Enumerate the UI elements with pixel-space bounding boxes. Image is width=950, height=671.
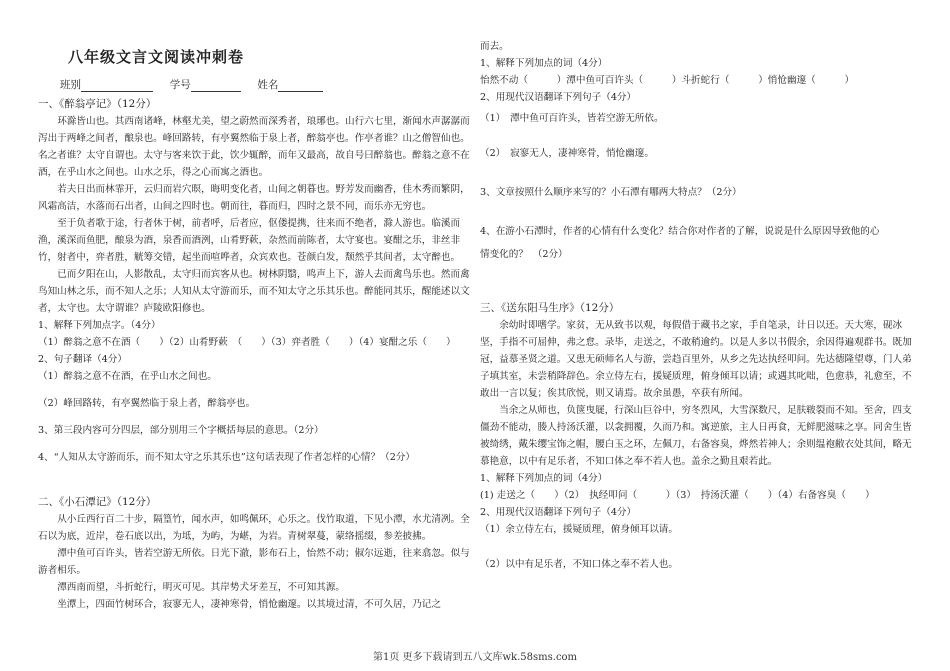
- s2-question-3: 3、文章按照什么顺序来写的？小石潭有哪两大特点？（2分）: [480, 187, 742, 198]
- name-label: 姓名: [257, 79, 279, 91]
- s2-question-1: 1、解释下列加点的词（4分）: [480, 58, 608, 69]
- s3-question-1: 1、解释下列加点的词（4分）: [480, 473, 608, 484]
- s1-paragraph-2: 若夫日出而林霏开，云归而岩穴暝，晦明变化者，山间之朝暮也。野芳发而幽香，佳木秀而繁阴，风霜高洁，水落而石出者，山间之四时也。朝而往，暮而归，四时之景不同，而乐亦无穷也。: [38, 184, 470, 212]
- s1-paragraph-4: 已而夕阳在山，人影散乱，太守归而宾客从也。树林阴翳，鸣声上下，游人去而禽鸟乐也。然而禽鸟知山林之乐，而不知人之乐；人知从太守游而乐，而不知太守之乐其乐也。醉能同其乐，醒能述以文者，太守也。太守谓谁？庐陵欧阳修也。: [38, 269, 470, 314]
- number-label: 学号: [169, 79, 191, 91]
- s1-question-2: 2、句子翻译（4分）: [38, 354, 127, 365]
- s2-question-4-b: 情变化的？ （2分）: [480, 249, 568, 260]
- s2-question-1-items: 怡然不动（ ）潭中鱼可百许头（ ）斗折蛇行（ ）悄怆幽邃（ ）: [480, 75, 855, 86]
- section-2-header: 二、《小石潭记》（12分）: [38, 496, 157, 508]
- s2-question-2: 2、用现代汉语翻译下列句子（4分）: [480, 92, 637, 103]
- s3-question-2: 2、用现代汉语翻译下列句子（4分）: [480, 507, 637, 518]
- s1-question-3: 3、第三段内容可分四层，部分别用三个字概括每层的意思。（2分）: [38, 425, 324, 436]
- s1-question-4: 4、“人知从太守游而乐，而不知太守之乐其乐也”这句话表现了作者怎样的心情？（2分）: [38, 452, 415, 463]
- section-1-header: 一、《醉翁亭记》（12分）: [38, 98, 157, 110]
- s2-paragraph-1: 从小丘西行百二十步，隔篁竹，闻水声，如鸣佩环，心乐之。伐竹取道，下见小潭，水尤清冽。全石以为底，近岸，卷石底以出，为坻，为屿，为嵁，为岩。青树翠蔓，蒙络摇缀，参差披拂。: [38, 514, 470, 542]
- section-2: [38, 494, 470, 613]
- s1-paragraph-3: 至于负者歌于途，行者休于树，前者呼，后者应，伛偻提携，往来而不绝者，滁人游也。临溪而渔，溪深而鱼肥，酿泉为酒，泉香而酒洌，山肴野蔌，杂然而前陈者，太守宴也。宴酣之乐，非丝非竹，射者中，弈者胜，觥筹交错，起坐而喧哗者，众宾欢也。苍颜白发，颓然乎其间者，太守醉也。: [38, 218, 461, 263]
- section-1: [38, 96, 470, 466]
- name-blank[interactable]: [278, 80, 323, 92]
- class-label: 班别: [60, 79, 81, 91]
- s3-question-1-items: (1) 走送之（ ）（2） 执经叩问（ ）（3） 持汤沃灌（ ）（4）右备容臭（ ）: [480, 490, 875, 501]
- s3-paragraph-1: 余幼时即嗜学。家贫，无从致书以观，每假借于藏书之家，手自笔录，计日以还。天大寒，砚冰坚，手指不可屈伸，弗之怠。录毕，走送之，不敢稍逾约。以是人多以书假余，余因得遍观群书。既加冠，益慕圣贤之道。又患无硕师名人与游，尝趋百里外，从乡之先达执经叩问。先达德隆望尊，门人弟子填其室，未尝稍降辞色。余立侍左右，援疑质理，俯身倾耳以请；或遇其叱咄，色愈恭，礼愈至，不敢出一言以复；俟其欣悦，则又请焉。故余虽愚，卒获有所闻。: [480, 320, 912, 399]
- s3-paragraph-2: 当余之从师也，负箧曳屣，行深山巨谷中，穷冬烈风，大雪深数尺，足肤皲裂而不知。至舍，四支僵劲不能动，媵人持汤沃灌，以衾拥覆，久而乃和。寓逆旅，主人日再食，无鲜肥滋味之享。同舍生皆被绮绣，戴朱缨宝饰之帽，腰白玉之环，左佩刀，右备容臭，烨然若神人；余则缊袍敝衣处其间，略无慕艳意，以中有足乐者，不知口体之奉不若人也。盖余之勤且艰若此。: [480, 405, 912, 467]
- s2-paragraph-3: 潭西南而望，斗折蛇行，明灭可见。其岸势犬牙差互，不可知其源。: [57, 582, 345, 593]
- student-info-line: [60, 77, 323, 92]
- page-title: 八年级文言文阅读冲刺卷: [68, 48, 245, 66]
- s2-paragraph-4: 坐潭上，四面竹树环合，寂寥无人，凄神寒骨，悄怆幽邃。以其境过清，不可久居，乃记之: [57, 599, 441, 610]
- s2-question-2-a: （1） 潭中鱼可百许头，皆若空游无所依。: [480, 113, 664, 124]
- s2-continuation: 而去。: [480, 41, 509, 52]
- class-blank[interactable]: [81, 80, 153, 92]
- s3-question-2-a: （1）余立侍左右，援疑质理，俯身倾耳以请。: [480, 524, 678, 535]
- section-3-header: 三、《送东阳马生序》（12分）: [480, 302, 620, 314]
- s2-question-4: 4、在游小石潭时，作者的心情有什么变化？结合你对作者的了解，说说是什么原因导致他的心: [480, 226, 880, 237]
- section-2-continued: [480, 38, 920, 263]
- s2-paragraph-2: 潭中鱼可百许头，皆若空游无所依。日光下澈，影布石上，怡然不动；俶尔远逝，往来翕忽。似与游者相乐。: [38, 548, 470, 576]
- s2-question-2-b: （2） 寂寥无人，凄神寒骨，悄怆幽邃。: [480, 148, 654, 159]
- s1-question-2-a: （1）醉翁之意不在酒，在乎山水之间也。: [38, 371, 217, 382]
- s1-question-2-b: （2）峰回路转，有亭翼然临于泉上者，醉翁亭也。: [38, 398, 256, 409]
- s3-question-2-b: （2）以中有足乐者，不知口体之奉不若人也。: [480, 559, 678, 570]
- s1-question-1: 1、解释下列加点字。（4分）: [38, 320, 161, 331]
- section-3: [480, 300, 920, 573]
- number-blank[interactable]: [191, 80, 241, 92]
- page-footer: 第1页 更多下载请到五八文库wk.58sms.com: [372, 652, 578, 663]
- s1-question-1-items: （1）醉翁之意不在酒（ ）（2）山肴野蔌 （ ）（3）弈者胜（ ）（4）宴酣之乐（ ）: [38, 337, 456, 348]
- s1-paragraph-1: 环滁皆山也。其西南诸峰，林壑尤美，望之蔚然而深秀者，琅琊也。山行六七里，渐闻水声潺潺而泻出于两峰之间者，酿泉也。峰回路转，有亭翼然临于泉上者，醉翁亭也。作亭者谁？山之僧智仙也。名之者谁？太守自谓也。太守与客来饮于此，饮少辄醉，而年又最高，故自号曰醉翁也。醉翁之意不在酒，在乎山水之间也。山水之乐，得之心而寓之酒也。: [38, 116, 470, 178]
